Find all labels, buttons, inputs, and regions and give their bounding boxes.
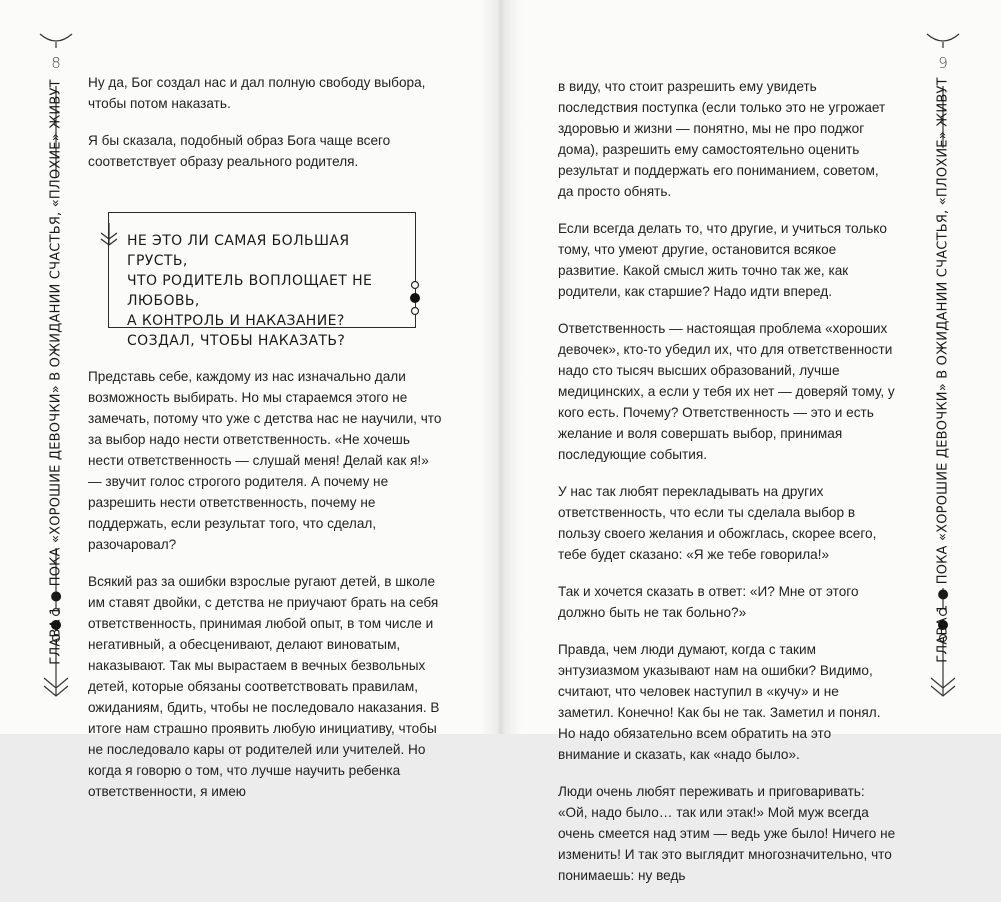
paragraph: Если всегда делать то, что другие, и учиться только тому, что умеют другие, остановится всякое развитие. Какой смысл жить точно так же, как родители, как старшие? Надо идти вперед.: [558, 221, 887, 299]
paragraph: Люди очень любят переживать и приговаривать: «Ой, надо было… так или этак!» Мой муж всегда очень смеется над этим — ведь уже было! Ничего не изменить! И так это выглядит многозначительно, что понимаешь: ну ведь: [558, 784, 896, 883]
paragraph: Так и хочется сказать в ответ: «И? Мне от этого должно быть не так больно?»: [558, 584, 859, 620]
running-head-text: ГЛАВА 1 ● ПОКА «ХОРОШИЕ ДЕВОЧКИ» В ОЖИДАНИИ СЧАСТЬЯ, «ПЛОХИЕ» ЖИВУТ: [935, 77, 951, 663]
running-head-text: ГЛАВА 1 ● ПОКА «ХОРОШИЕ ДЕВОЧКИ» В ОЖИДАНИИ СЧАСТЬЯ, «ПЛОХИЕ» ЖИВУТ: [48, 79, 64, 665]
page-number: 8: [51, 54, 61, 72]
paragraph: У нас так любят перекладывать на других ответственность, что если ты сделала выбор в пользу своего желания и обожглась, скорее всего, тебе будет сказано: «Я же тебе говорила!»: [558, 484, 877, 562]
pull-quote-line: ЧТО РОДИТЕЛЬ ВОПЛОЩАЕТ НЕ ЛЮБОВЬ,: [127, 273, 373, 309]
pull-quote-line: А КОНТРОЛЬ И НАКАЗАНИЕ?: [127, 313, 345, 329]
paragraph: Я бы сказала, подобный образ Бога чаще всего соответствует образу реального родителя.: [88, 133, 391, 169]
double-chevron-down-icon: [98, 223, 120, 249]
paragraph: Представь себе, каждому из нас изначально дали возможность выбирать. Но мы стараемся этого не замечать, потому что уже с детства нас не научили, что за выбор надо нести ответственность. «Не хочешь нести ответственность — слушай меня! Делай как я!» — звучит голос строгого родителя. А почему не разрешить нести ответственность, почему не поддержать, если результат того, что сделал, разочаровал?: [88, 369, 442, 552]
book-gutter-shadow: [480, 0, 522, 734]
pull-quote-line: НЕ ЭТО ЛИ САМАЯ БОЛЬШАЯ ГРУСТЬ,: [127, 233, 350, 269]
running-head-text-wrap: [38, 79, 74, 665]
paragraph: в виду, что стоит разрешить ему увидеть последствия поступка (если только это не угрожает здоровью и жизни — понятно, мы не про поджог дома), разрешить ему самостоятельно оценить результат и поддержать его пониманием, советом, да просто обнять.: [558, 79, 886, 199]
running-head-text-wrap: [925, 77, 961, 663]
pull-quote-text: [127, 231, 407, 351]
pull-quote-box: [108, 212, 416, 349]
pull-quote-line: СОЗДАЛ, ЧТОБЫ НАКАЗАТЬ?: [127, 333, 346, 349]
left-text-column: [88, 72, 442, 818]
paragraph: Правда, чем люди думают, когда с таким энтузиазмом указывают нам на ошибки? Видимо, считают, что человек наступил в «кучу» и не заметил. Конечно! Как бы не так. Заметил и понял. Но надо обязательно всем обратить на это внимание и сказать, как «надо было».: [558, 642, 881, 762]
page-number: 9: [938, 54, 948, 72]
dots-ornament-icon: [405, 279, 425, 319]
left-running-head: [36, 28, 76, 708]
right-page: [500, 0, 1001, 883]
left-page: [0, 0, 500, 799]
right-running-head: [923, 28, 963, 708]
paragraph: Ну да, Бог создал нас и дал полную свободу выбора, чтобы потом наказать.: [88, 75, 426, 111]
right-text-column: [558, 76, 896, 902]
paragraph: Ответственность — настоящая проблема «хороших девочек», кто-то убедил их, что для ответственности надо сто тысяч высших образований, лучше медицинских, а если у тебя их нет — доверяй тому, у кого есть. Почему? Ответственность — это и есть желание и воля совершать выбор, принимая последующие события.: [558, 321, 895, 462]
paragraph: Всякий раз за ошибки взрослые ругают детей, в школе им ставят двойки, с детства не приучают брать на себя ответственность, принимая любой опыт, в том числе и негативный, а обесценивают, делают виноватым, наказывают. Так мы вырастаем в вечных безвольных детей, которые обязаны соответствовать правилам, ожиданиям, бдить, чтобы не последовало наказания. В итоге нам страшно проявить любую инициативу, чтобы не последовало кары от родителей или учителей. Но когда я говорю о том, что лучше научить ребенка ответственности, я имею: [88, 574, 440, 799]
